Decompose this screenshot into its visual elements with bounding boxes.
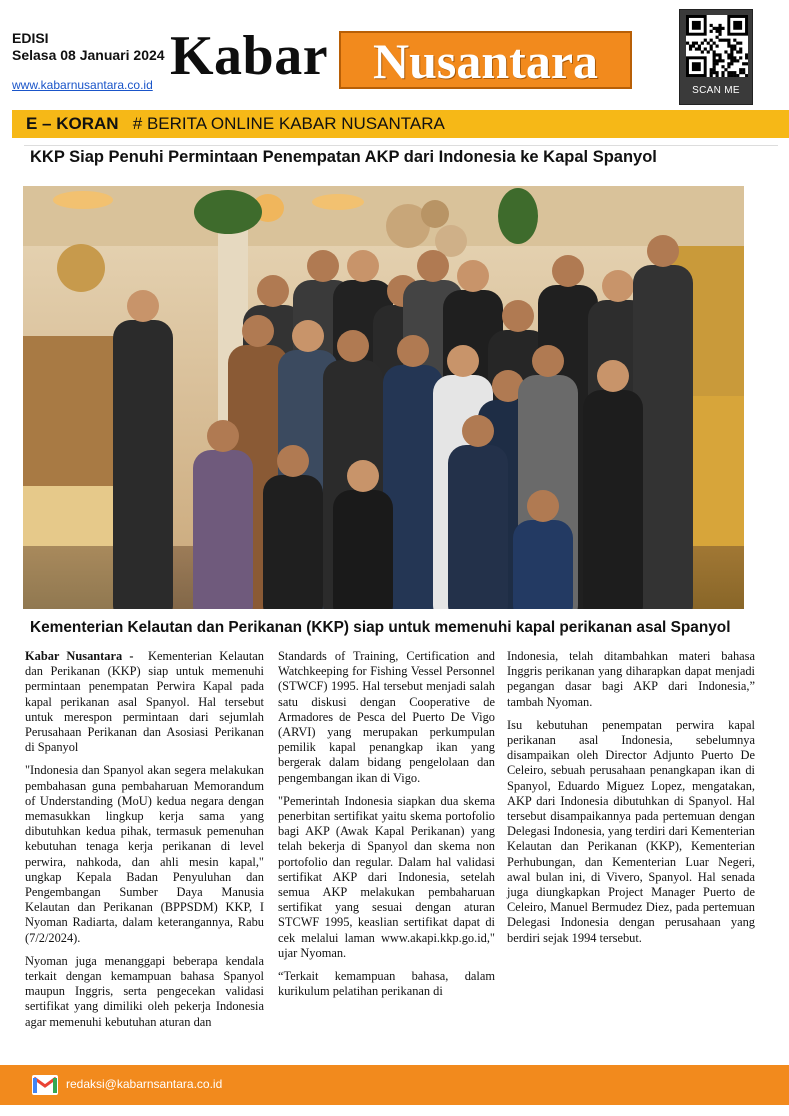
article-column-2 bbox=[278, 649, 495, 1007]
website-link[interactable]: www.kabarnusantara.co.id bbox=[12, 78, 153, 92]
group-photo-illustration bbox=[23, 186, 744, 609]
article-column-1 bbox=[25, 649, 264, 1038]
article-subheadline: Kementerian Kelautan dan Perikanan (KKP) siap untuk memenuhi kapal perikanan asal Spanyol bbox=[30, 619, 731, 636]
article-paragraph: "Indonesia dan Spanyol akan segera melakukan pembahasan guna pembaharuan Memorandum of Understanding (MoU) kedua negara dengan memasukkan lingkup kerja sama yang dibutuhkan kedua pihak, termasuk pemenuhan kebutuhan tenaga kerja perikanan di level perwira, nahkoda, dan ahli mesin kapal," ungkap Kepala Badan Penyuluhan dan Pengembangan Sumber Daya Manusia Kelautan dan Perikanan (BPPSDM) KKP, I Nyoman Radiarta, dalam keterangannya, Rabu (7/2/2024). bbox=[25, 763, 264, 945]
brand-logo-kabar: Kabar bbox=[170, 25, 329, 87]
qr-scan-label: SCAN ME bbox=[692, 85, 740, 96]
article-paragraph: Isu kebutuhan penempatan perwira kapal perikanan asal Indonesia, sebelumnya disampaikan oleh Director Adjunto Puerto De Celeiro, sebuah perusahaan penangkapan ikan di Spanyol, Eduardo Miguez Lopez, mengatakan, AKP dari Indonesia dibutuhkan di Spanyol. Hal tersebut disampaikannya pada pertemuan dengan Delegasi Indonesia, yang terdiri dari Kementerian Kelautan dan Perikanan (KKP), Kementerian Perhubungan, dan Kementerian Luar Negeri, awal bulan ini, di Vivero, Spanyol. Hal senada juga diungkapkan Project Manager Puerto de Celeiro, Manuel Bermudez Diez, pada pertemuan Delegasi Indonesia dengan perusahaan yang berdiri sejak 1994 tersebut. bbox=[507, 717, 755, 945]
qr-code-panel[interactable] bbox=[679, 9, 753, 105]
edition-date: Selasa 08 Januari 2024 bbox=[12, 47, 165, 63]
lead-source: Kabar Nusantara - bbox=[25, 649, 134, 663]
ekoran-banner bbox=[12, 110, 789, 138]
edition-info bbox=[12, 30, 165, 64]
article-paragraph: “Terkait kemampuan bahasa, dalam kurikulum pelatihan perikanan di bbox=[278, 969, 495, 999]
ekoran-banner-text bbox=[26, 114, 445, 134]
ekoran-section-label: E – KORAN bbox=[26, 114, 119, 133]
ekoran-tag-label: # BERITA ONLINE KABAR NUSANTARA bbox=[132, 114, 445, 133]
article-paragraph: Nyoman juga menanggapi beberapa kendala terkait dengan kemampuan bahasa Spanyol maupun Inggris, serta pengecekan validasi sertifikat yang dimiliki oleh pekerja Indonesia agar memenuhi kebutuhan aturan dan bbox=[25, 953, 264, 1029]
group-photo bbox=[23, 186, 744, 609]
article-paragraph: "Pemerintah Indonesia siapkan dua skema penerbitan sertifikat yaitu skema portofolio bagi AKP (Awak Kapal Perikanan) yang telah bekerja di Spanyol dan skema non portofolio dan regular. Dalam hal validasi sertifikat AKP dari Indonesia, setelah semua AKP melakukan pembaharuan sertifikat yang sesuai dengan aturan STCWF 1995, keaslian sertifikat dapat di cek melalui laman www.akapi.kkp.go.id," ujar Nyoman. bbox=[278, 793, 495, 960]
footer-bar bbox=[0, 1065, 789, 1105]
article-headline: KKP Siap Penuhi Permintaan Penempatan AKP dari Indonesia ke Kapal Spanyol bbox=[30, 148, 657, 166]
article-paragraph: Standards of Training, Certification and Watchkeeping for Fishing Vessel Personnel (STWCF) 1995. Hal tersebut menjadi salah satu diskusi dengan Cooperative de Armadores de Pesca del Puerto De Vigo (ARVI) yang merupakan perkumpulan pemilik kapal penangkap ikan yang bergerak dalam bidang pengelolaan dan pengembangan ikan di Vigo. bbox=[278, 649, 495, 785]
edition-label: EDISI bbox=[12, 30, 49, 46]
article-paragraph: Indonesia, telah ditambahkan materi bahasa Inggris perikanan yang diharapkan dapat menjadi pegangan dasar bagi AKP dari Indonesia,” tambah Nyoman. bbox=[507, 649, 755, 709]
brand-logo-nusantara-box bbox=[339, 31, 632, 89]
qr-code-icon bbox=[686, 15, 748, 77]
article-column-3 bbox=[507, 649, 755, 954]
brand-logo-nusantara: Nusantara bbox=[372, 33, 599, 89]
article-paragraph: Kabar Nusantara - Kementerian Kelautan dan Perikanan (KKP) siap untuk memenuhi permintaan penempatan Perwira Kapal pada kapal perikanan asal Spanyol. Hal tersebut untuk merespon permintaan dari sejumlah Perusahaan Perikanan dan Asosiasi Perikanan di Spanyol bbox=[25, 649, 264, 755]
gmail-icon bbox=[32, 1075, 58, 1095]
footer-email[interactable]: redaksi@kabarnsantara.co.id bbox=[66, 1077, 223, 1091]
